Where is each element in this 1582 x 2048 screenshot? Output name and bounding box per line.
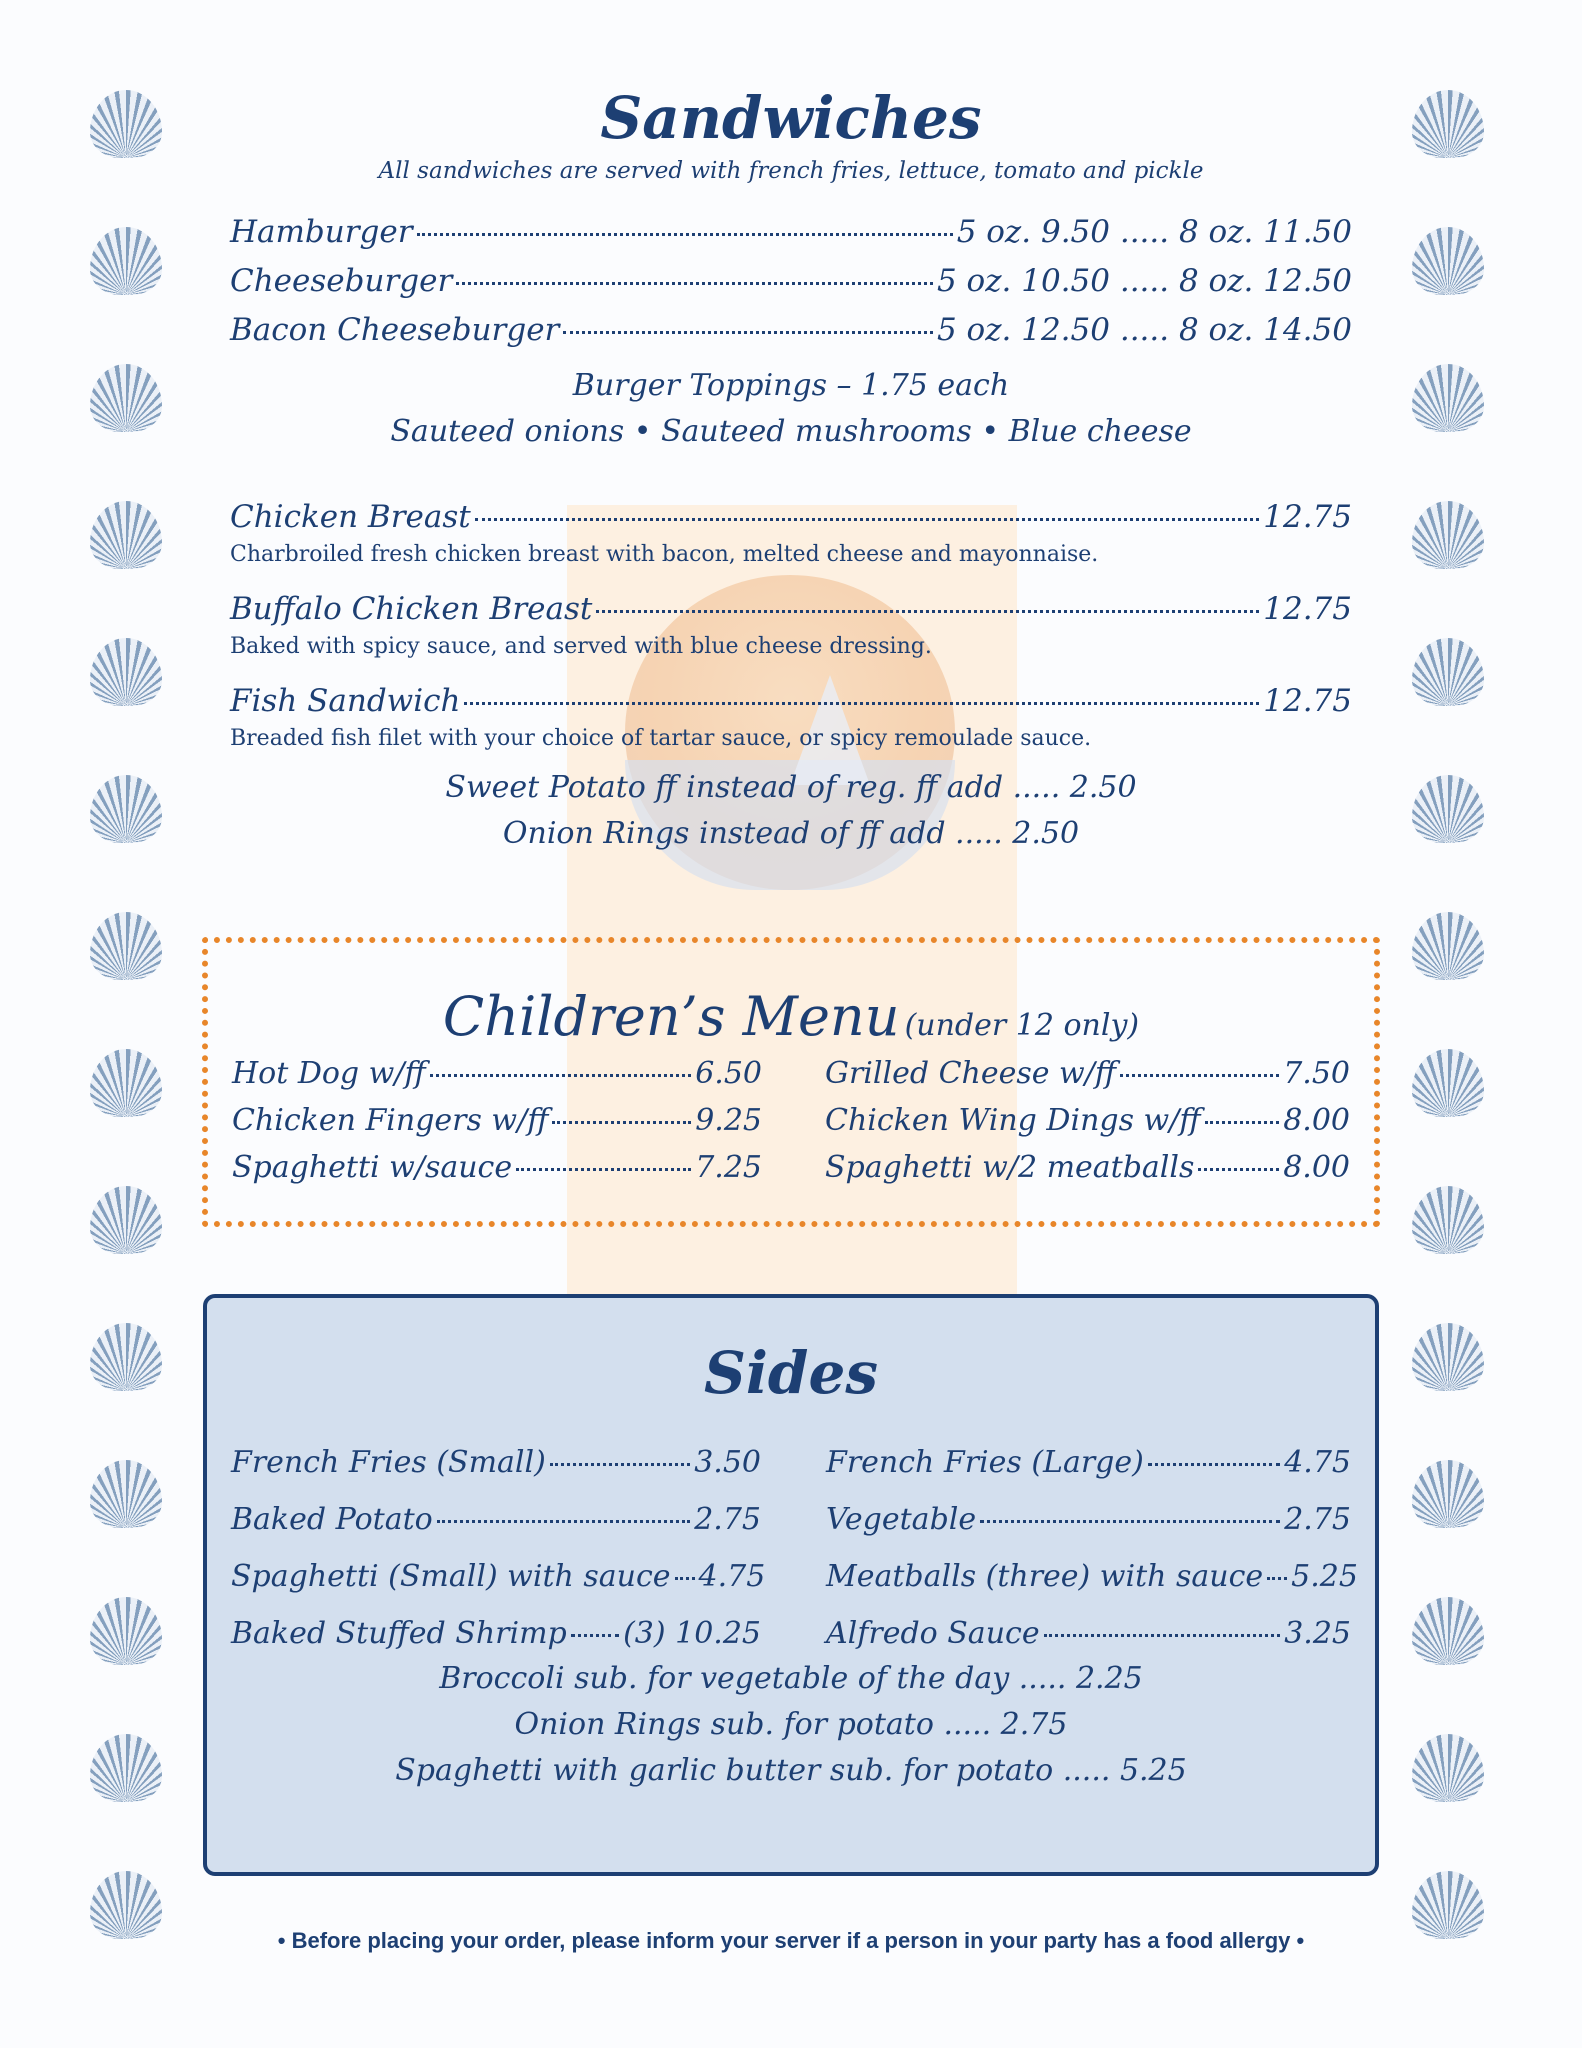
leader-dots <box>1205 1121 1280 1124</box>
menu-item <box>231 1491 761 1548</box>
item-price: 6.50 <box>695 1056 762 1091</box>
item-name: Fish Sandwich <box>230 683 461 719</box>
item-price: 5.25 <box>1291 1559 1358 1594</box>
leader-dots <box>464 702 1259 705</box>
item-name: Chicken Breast <box>230 499 471 535</box>
item-price: 2.75 <box>1284 1502 1351 1537</box>
shell-icon <box>90 638 162 706</box>
item-price: 4.75 <box>1284 1445 1351 1480</box>
item-price: 8.00 <box>1283 1103 1350 1138</box>
item-name: Spaghetti (Small) with sauce <box>231 1559 671 1594</box>
allergy-notice: • Before placing your order, please inform your server if a person in your party has a food allergy • <box>277 1928 1305 1953</box>
item-name: Bacon Cheeseburger <box>230 312 560 348</box>
item-description: Baked with spicy sauce, and served with blue cheese dressing. <box>230 634 932 659</box>
shell-icon <box>1412 1460 1484 1528</box>
leader-dots <box>563 331 933 334</box>
menu-item <box>232 1144 762 1191</box>
shell-icon <box>90 912 162 980</box>
menu-item <box>230 257 1352 306</box>
menu-item <box>826 1605 1351 1662</box>
menu-item <box>232 1097 762 1144</box>
leader-dots <box>456 282 933 285</box>
leader-dots <box>475 518 1260 521</box>
leader-dots <box>516 1168 691 1171</box>
item-name: Hot Dog w/ff <box>232 1056 426 1091</box>
item-name: Spaghetti w/2 meatballs <box>825 1150 1195 1185</box>
item-price: 12.75 <box>1263 499 1352 535</box>
shell-icon <box>90 227 162 295</box>
addon-line: Sweet Potato ff instead of reg. ff add ..... 2.50 <box>445 770 1137 805</box>
shell-icon <box>1412 1186 1484 1254</box>
shell-icon <box>1412 1049 1484 1117</box>
shell-icon <box>1412 1597 1484 1665</box>
shell-icon <box>90 1323 162 1391</box>
shell-icon <box>90 1049 162 1117</box>
leader-dots <box>437 1520 691 1523</box>
leader-dots <box>1044 1634 1281 1637</box>
item-price: (3) 10.25 <box>623 1616 761 1651</box>
item-price: 12.75 <box>1263 591 1352 627</box>
shell-icon <box>90 1597 162 1665</box>
item-price: 7.50 <box>1283 1056 1350 1091</box>
shell-icon <box>1412 501 1484 569</box>
item-price: 2.75 <box>694 1502 761 1537</box>
item-price: 3.50 <box>694 1445 761 1480</box>
item-price: 4.75 <box>698 1559 766 1594</box>
item-name: Grilled Cheese w/ff <box>825 1056 1117 1091</box>
childrens-right-column <box>825 1050 1350 1191</box>
item-price: 5 oz. 10.50 ..... 8 oz. 12.50 <box>936 263 1352 299</box>
section-title: Sides <box>703 1339 879 1407</box>
shell-icon <box>1412 364 1484 432</box>
item-name: Baked Potato <box>231 1502 433 1537</box>
shell-icon <box>90 775 162 843</box>
substitution-line: Broccoli sub. for vegetable of the day ..... 2.25 <box>439 1661 1143 1696</box>
leader-dots <box>552 1121 691 1124</box>
item-description: Charbroiled fresh chicken breast with bacon, melted cheese and mayonnaise. <box>230 542 1099 567</box>
toppings-title: Burger Toppings – 1.75 each <box>572 368 1010 403</box>
age-note: (under 12 only) <box>904 1008 1140 1043</box>
item-price: 5 oz. 12.50 ..... 8 oz. 14.50 <box>936 312 1352 348</box>
right-shell-border <box>1412 90 1492 2008</box>
item-name: Vegetable <box>826 1502 977 1537</box>
shell-icon <box>1412 90 1484 158</box>
item-price: 7.25 <box>695 1150 762 1185</box>
leader-dots <box>1148 1463 1280 1466</box>
leader-dots <box>1120 1074 1279 1077</box>
menu-item <box>230 587 1352 631</box>
toppings-list: Sauteed onions • Sauteed mushrooms • Blue cheese <box>390 414 1192 449</box>
menu-item <box>826 1491 1351 1548</box>
item-price: 3.25 <box>1284 1616 1351 1651</box>
shell-icon <box>1412 227 1484 295</box>
item-name: Buffalo Chicken Breast <box>230 591 593 627</box>
shell-icon <box>1412 775 1484 843</box>
item-price: 8.00 <box>1283 1150 1350 1185</box>
item-name: Spaghetti w/sauce <box>232 1150 513 1185</box>
menu-item <box>825 1050 1350 1097</box>
section-title: Children’s Menu <box>442 985 900 1048</box>
item-price: 9.25 <box>695 1103 762 1138</box>
shell-icon <box>90 90 162 158</box>
leader-dots <box>550 1463 690 1466</box>
childrens-left-column <box>232 1050 762 1191</box>
menu-item <box>231 1548 766 1605</box>
substitution-line: Spaghetti with garlic butter sub. for potato ..... 5.25 <box>395 1753 1187 1788</box>
shell-icon <box>90 1460 162 1528</box>
item-name: Chicken Fingers w/ff <box>232 1103 549 1138</box>
shell-icon <box>90 364 162 432</box>
item-name: Alfredo Sauce <box>826 1616 1040 1651</box>
menu-item <box>825 1097 1350 1144</box>
section-title: Sandwiches <box>600 84 982 152</box>
menu-item <box>230 679 1352 723</box>
leader-dots <box>980 1520 1280 1523</box>
item-name: Chicken Wing Dings w/ff <box>825 1103 1201 1138</box>
item-name: Cheeseburger <box>230 263 453 299</box>
item-name: Hamburger <box>230 214 413 250</box>
item-description: Breaded fish filet with your choice of tartar sauce, or spicy remoulade sauce. <box>230 726 1092 751</box>
menu-item <box>231 1434 761 1491</box>
item-name: French Fries (Small) <box>231 1445 546 1480</box>
sides-box <box>203 1294 1379 1876</box>
sides-left-column <box>231 1434 766 1662</box>
addon-line: Onion Rings instead of ff add ..... 2.50 <box>502 816 1080 851</box>
menu-item <box>230 495 1352 539</box>
shell-icon <box>90 1186 162 1254</box>
menu-item <box>826 1434 1351 1491</box>
item-name: Baked Stuffed Shrimp <box>231 1616 567 1651</box>
shell-icon <box>90 501 162 569</box>
menu-item <box>231 1605 761 1662</box>
sides-right-column <box>826 1434 1358 1662</box>
leader-dots <box>430 1074 691 1077</box>
leader-dots <box>596 610 1259 613</box>
shell-icon <box>1412 912 1484 980</box>
sandwiches-section <box>230 82 1352 857</box>
shell-icon <box>1412 1734 1484 1802</box>
menu-item <box>826 1548 1358 1605</box>
menu-item <box>232 1050 762 1097</box>
leader-dots <box>675 1577 695 1580</box>
substitution-line: Onion Rings sub. for potato ..... 2.75 <box>514 1707 1068 1742</box>
menu-item <box>825 1144 1350 1191</box>
item-price: 12.75 <box>1263 683 1352 719</box>
leader-dots <box>571 1634 619 1637</box>
leader-dots <box>417 233 953 236</box>
left-shell-border <box>90 90 170 2008</box>
item-name: Meatballs (three) with sauce <box>826 1559 1264 1594</box>
childrens-menu-box <box>202 937 1380 1227</box>
item-price: 5 oz. 9.50 ..... 8 oz. 11.50 <box>956 214 1352 250</box>
item-name: French Fries (Large) <box>826 1445 1144 1480</box>
menu-item <box>230 208 1352 257</box>
leader-dots <box>1267 1577 1287 1580</box>
shell-icon <box>1412 638 1484 706</box>
section-subtitle: All sandwiches are served with french fries, lettuce, tomato and pickle <box>378 158 1204 184</box>
shell-icon <box>1412 1323 1484 1391</box>
shell-icon <box>90 1734 162 1802</box>
leader-dots <box>1198 1168 1279 1171</box>
menu-item <box>230 306 1352 355</box>
